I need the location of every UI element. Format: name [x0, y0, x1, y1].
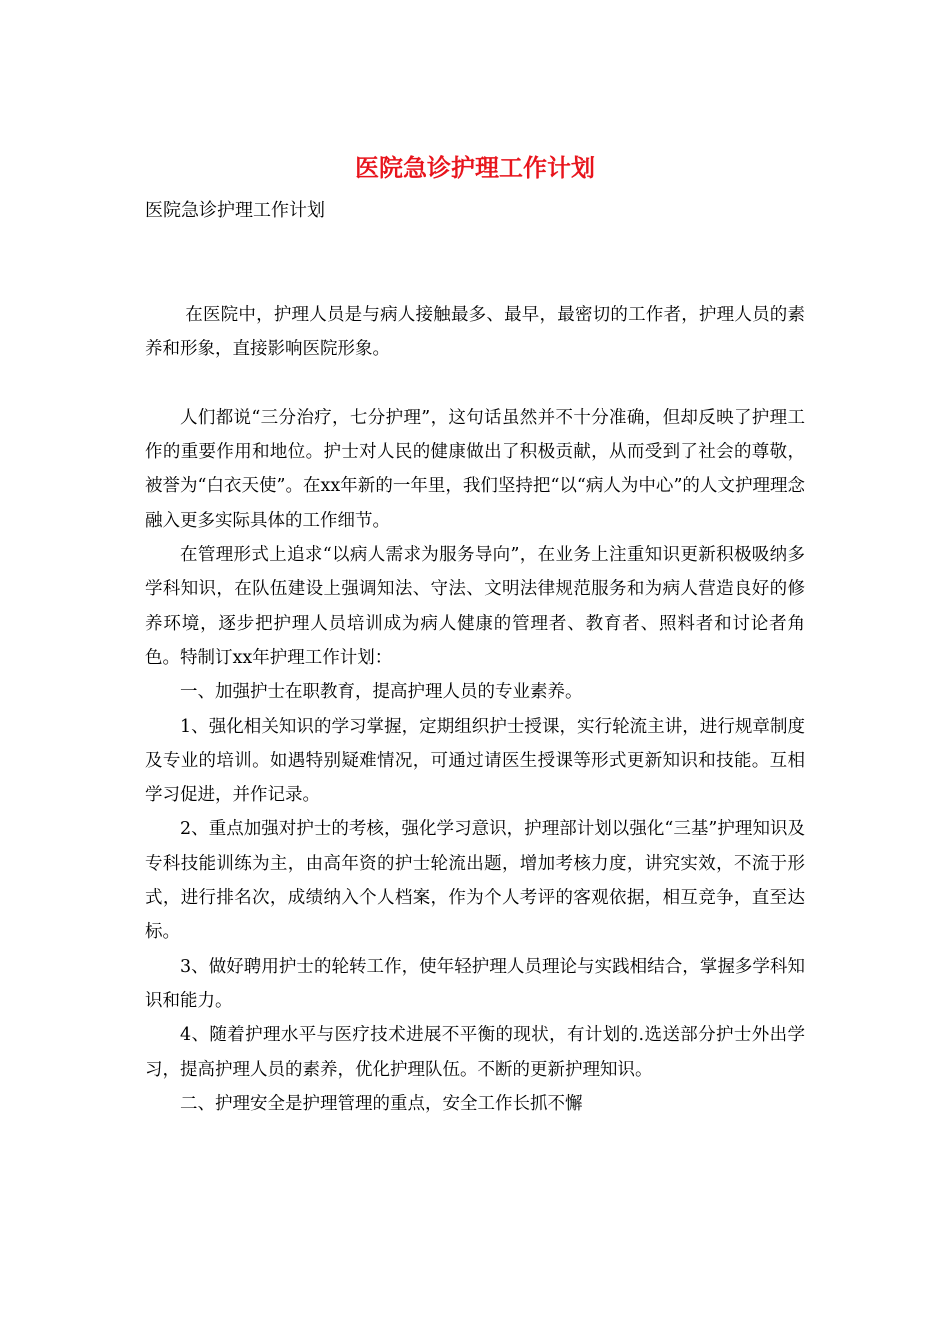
list-item-3: 3、做好聘用护士的轮转工作，使年轻护理人员理论与实践相结合，掌握多学科知识和能力。: [145, 956, 805, 1011]
document-subtitle: 医院急诊护理工作计划: [145, 200, 325, 221]
document-title: 医院急诊护理工作计划: [355, 153, 595, 182]
list-item-4: 4、随着护理水平与医疗技术进展不平衡的现状，有计划的.选送部分护士外出学习，提高护理人员的素养，优化护理队伍。不断的更新护理知识。: [145, 1025, 805, 1080]
paragraph-management: 在管理形式上追求“以病人需求为服务导向”，在业务上注重知识更新积极吸纳多学科知识，在队伍建设上强调知法、守法、文明法律规范服务和为病人营造良好的修养环境，逐步把护理人员培训成为病人健康的管理者、教育者、照料者和讨论者角色。特制订xx年护理工作计划：: [145, 545, 805, 668]
paragraph-intro: 在医院中，护理人员是与病人接触最多、最早，最密切的工作者，护理人员的素养和形象，直接影响医院形象。: [145, 305, 805, 360]
list-item-1: 1、强化相关知识的学习掌握，定期组织护士授课，实行轮流主讲，进行规章制度及专业的培训。如遇特别疑难情况，可通过请医生授课等形式更新知识和技能。互相学习促进，并作记录。: [145, 716, 805, 806]
document-body: [145, 298, 805, 1121]
section-heading-2: 二、护理安全是护理管理的重点，安全工作长抓不懈: [180, 1093, 583, 1114]
paragraph-gap: [145, 367, 805, 401]
section-heading-1: 一、加强护士在职教育，提高护理人员的专业素养。: [180, 682, 583, 703]
list-item-2: 2、重点加强对护士的考核，强化学习意识，护理部计划以强化“三基”护理知识及专科技能训练为主，由高年资的护士轮流出题，增加考核力度，讲究实效，不流于形式，进行排名次，成绩纳入个人档案，作为个人考评的客观依据，相互竞争，直至达标。: [145, 819, 805, 943]
paragraph-importance: 人们都说“三分治疗，七分护理”，这句话虽然并不十分准确，但却反映了护理工作的重要作用和地位。护士对人民的健康做出了积极贡献，从而受到了社会的尊敬，被誉为“白衣天使”。在xx年新的一年里，我们坚持把“以“病人为中心”的人文护理理念融入更多实际具体的工作细节。: [145, 407, 805, 531]
